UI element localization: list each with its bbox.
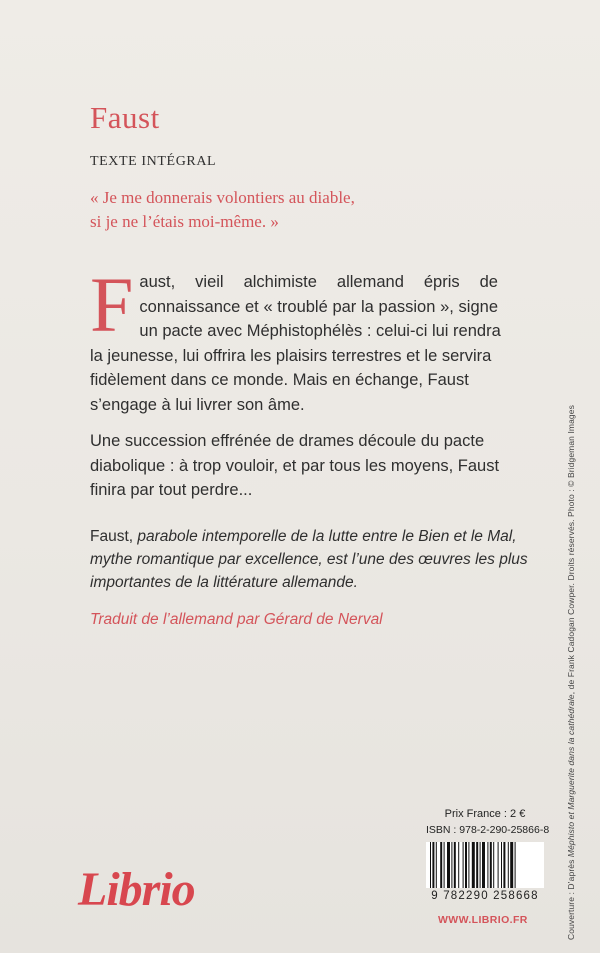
text-line: finira par tout perdre...: [90, 481, 253, 499]
text-run: Faust,: [90, 527, 138, 545]
blurb-paragraph: [90, 429, 498, 503]
credit-artwork: Méphisto et Marguerite dans la cathédrale: [566, 694, 576, 858]
isbn-label: ISBN : 978-2-290-25866-8: [426, 824, 550, 836]
blurb-paragraph: [90, 525, 528, 594]
price-block: [426, 808, 550, 902]
text-line: [90, 548, 528, 571]
price-label: Prix France : 2 €: [444, 808, 526, 820]
website-link[interactable]: WWW.LIBRIO.FR: [438, 914, 528, 926]
translator-credit: Traduit de l’allemand par Gérard de Nerval: [90, 610, 383, 628]
text-run-italic: mythe romantique par excellence, est l’une des œuvres les plus: [90, 550, 528, 568]
text-line: la jeunesse, lui offrira les plaisirs terrestres et le servira: [90, 346, 492, 365]
text-line: Une succession effrénée de drames découle du pacte: [90, 432, 485, 450]
text-line: fidèlement dans ce monde. Mais en échange, Faust: [90, 371, 469, 389]
cover-credit: [566, 405, 576, 940]
edition-label: TEXTE INTÉGRAL: [90, 154, 217, 169]
drop-cap: F: [90, 261, 134, 348]
book-title: Faust: [90, 100, 160, 135]
credit-text: Couverture : D’après: [566, 857, 576, 940]
text-line: [90, 525, 517, 548]
text-line: [90, 571, 498, 594]
publisher-logo: Librio: [78, 863, 195, 916]
quote-line: si je ne l’étais moi-même. »: [90, 212, 279, 231]
blurb: [90, 261, 528, 632]
text-line: diabolique : à trop vouloir, et par tous les moyens, Faust: [90, 456, 500, 475]
text-line: s’engage à lui livrer son âme.: [90, 395, 305, 414]
text-line: connaissance et « troublé par la passion », signe: [139, 297, 498, 316]
text-run-italic: parabole intemporelle de la lutte entre le Bien et le Mal,: [137, 527, 517, 545]
text-line: un pacte avec Méphistophélès : celui-ci lui rendra: [139, 322, 501, 340]
credit-text: , de Frank Cadogan Cowper. Droits réservés. Photo : © Bridgeman Images: [566, 405, 576, 695]
blurb-paragraph: [90, 261, 501, 417]
quote-line: « Je me donnerais volontiers au diable,: [90, 188, 355, 207]
barcode: [426, 842, 544, 888]
epigraph-quote: [90, 186, 510, 234]
barcode-number: 9 782290 258668: [431, 890, 539, 902]
text-run-italic: importantes de la littérature allemande.: [90, 573, 358, 591]
text-line: aust, vieil alchimiste allemand épris de: [139, 273, 498, 291]
